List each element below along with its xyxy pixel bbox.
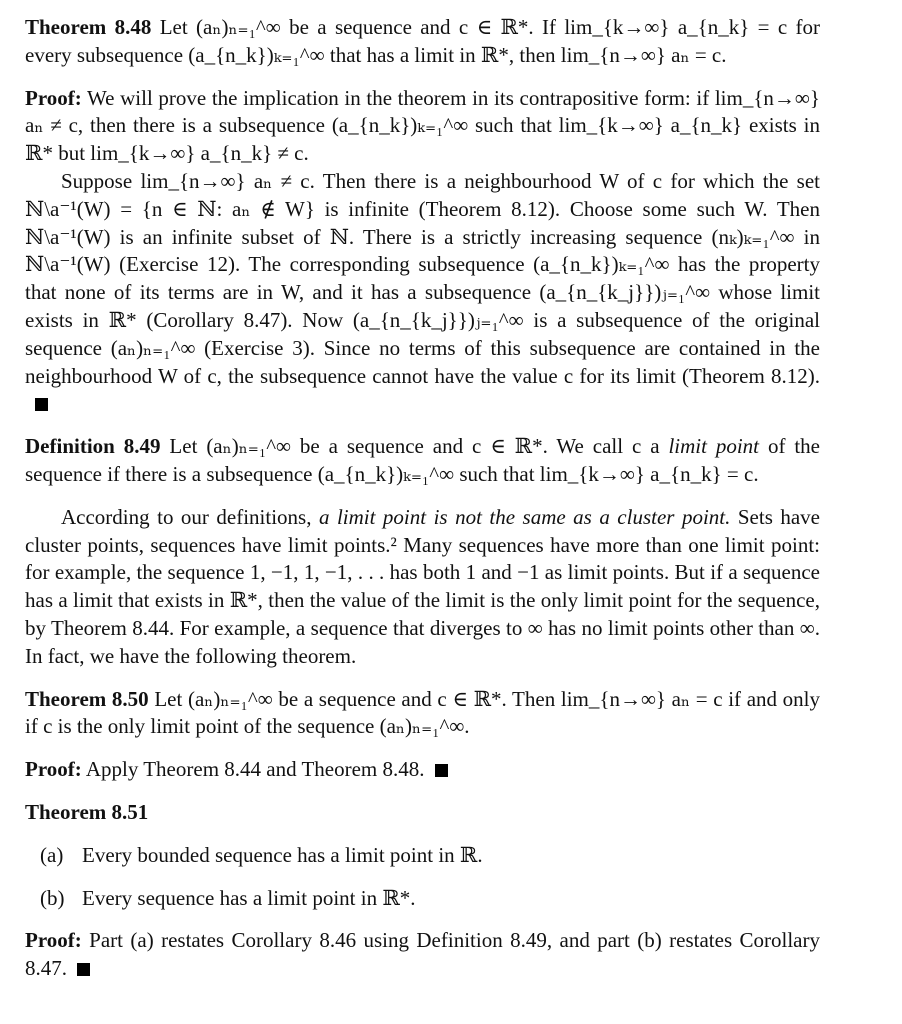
qed-icon: [77, 963, 90, 976]
item-text: Every bounded sequence has a limit point in ℝ.: [82, 842, 483, 867]
list-item: [40, 842, 820, 870]
proof-paragraph-2: Suppose lim_{n→∞} aₙ ≠ c. Then there is a neighbourhood W of c for which the set ℕ\a⁻¹(W) = {n ∈ ℕ: aₙ ∉ W} is infinite (Theorem 8.12). Choose some such W. Then ℕ\a⁻¹(W) is an infinite subset of ℕ. There is a strictly increasing sequence (nₖ)ₖ₌₁^∞ in ℕ\a⁻¹(W) (Exercise 12). The corresponding subsequence (a_{n_k})ₖ₌₁^∞ has the property that none of its terms are in W, and it has a subsequence (a_{n_{k_j}})ⱼ₌₁^∞ whose limit exists in ℝ* (Corollary 8.47). Now (a_{n_{k_j}})ⱼ₌₁^∞ is a subsequence of the original sequence (aₙ)ₙ₌₁^∞ (Exercise 3). Since no terms of this subsequence are contained in the neighbourhood W of c, the subsequence cannot have the value c for its limit (Theorem 8.12).: [25, 168, 820, 388]
theorem-8-51: [25, 799, 820, 827]
qed-icon: [35, 398, 48, 411]
item-tag: (b): [40, 885, 65, 910]
proof-label: Proof:: [25, 928, 82, 953]
item-text: Every sequence has a limit point in ℝ*.: [82, 885, 416, 910]
theorem-label: Theorem 8.50: [25, 686, 149, 711]
proof-text: Apply Theorem 8.44 and Theorem 8.48.: [85, 757, 425, 782]
list-item: [40, 885, 820, 913]
page: [25, 14, 820, 983]
theorem-label: Theorem 8.48: [25, 15, 152, 39]
definition-text-b: of the sequence if there is a subsequence (a_{n_k})ₖ₌₁^∞ such that lim_{k→∞} a_{n_k} = c.: [25, 434, 820, 486]
proof-label: Proof:: [25, 85, 82, 110]
proof-paragraph-1: We will prove the implication in the theorem in its contrapositive form: if lim_{n→∞} aₙ ≠ c, then there is a subsequence (a_{n_k})ₖ₌₁^∞ such that lim_{k→∞} a_{n_k} exists in ℝ* but lim_{k→∞} a_{n_k} ≠ c.: [25, 85, 820, 166]
proof-8-51: [25, 927, 820, 983]
definition-label: Definition 8.49: [25, 434, 161, 459]
theorem-text: Let (aₙ)ₙ₌₁^∞ be a sequence and c ∈ ℝ*. If lim_{k→∞} a_{n_k} = c for every subsequence (a_{n_k})ₖ₌₁^∞ that has a limit in ℝ*, then lim_{n→∞} aₙ = c.: [25, 15, 820, 67]
definition-term: limit point: [668, 434, 760, 459]
remark-paragraph: [25, 504, 820, 671]
proof-label: Proof:: [25, 757, 82, 782]
definition-8-49: [25, 433, 820, 489]
definition-text-a: Let (aₙ)ₙ₌₁^∞ be a sequence and c ∈ ℝ*. We call c a: [169, 434, 669, 459]
theorem-label: Theorem 8.51: [25, 799, 149, 824]
theorem-8-48: [25, 14, 820, 70]
item-tag: (a): [40, 842, 64, 867]
proof-paragraph-2-block: [25, 168, 820, 418]
theorem-8-50: [25, 686, 820, 742]
remark-text-b: Sets have cluster points, sequences have limit points.² Many sequences have more than one limit point: for example, the sequence 1, −1, 1, −1, . . . has both 1 and −1 as limit points. But if a sequence has a limit that exists in ℝ*, then the value of the limit is the only limit point for the sequence, by Theorem 8.44. For example, a sequence that diverges to ∞ has no limit points other than ∞. In fact, we have the following theorem.: [25, 504, 820, 668]
remark-text-a: According to our definitions,: [61, 504, 319, 529]
proof-text: Part (a) restates Corollary 8.46 using Definition 8.49, and part (b) restates Corollary 8.47.: [25, 928, 821, 981]
remark-emphasis: a limit point is not the same as a cluster point.: [318, 504, 731, 529]
theorem-text: Let (aₙ)ₙ₌₁^∞ be a sequence and c ∈ ℝ*. Then lim_{n→∞} aₙ = c if and only if c is the only limit point of the sequence (aₙ)ₙ₌₁^∞.: [25, 686, 821, 739]
proof-8-48: [25, 85, 820, 168]
theorem-8-51-items: [40, 842, 820, 913]
proof-8-50: [25, 756, 820, 784]
qed-icon: [435, 764, 448, 777]
